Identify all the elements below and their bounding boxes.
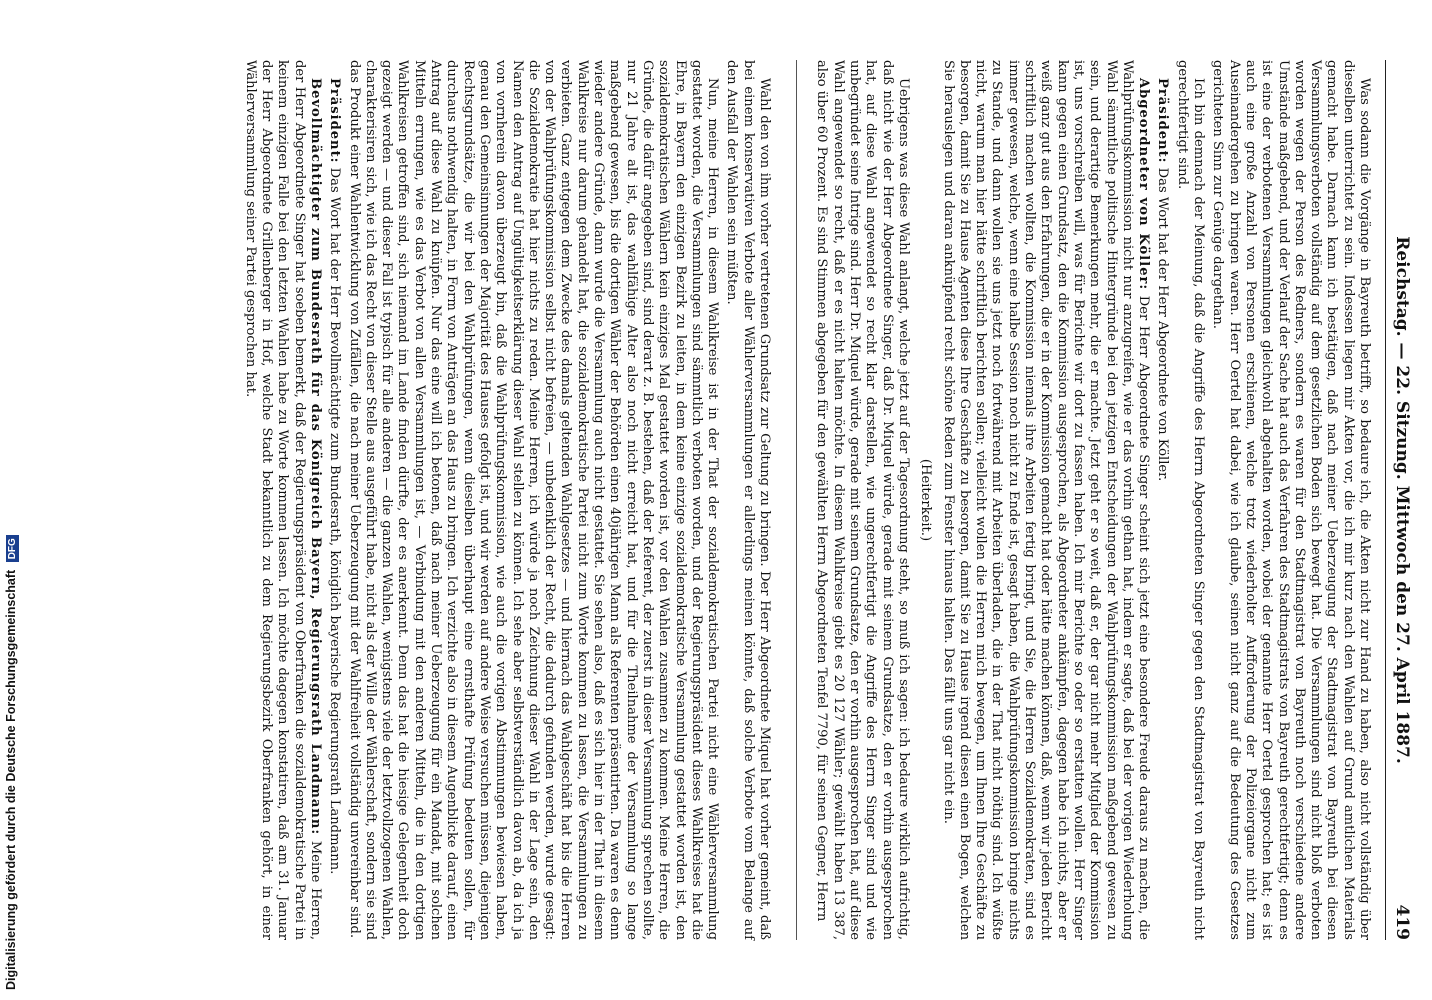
speaker-landmann: Bevollmächtigter zum Bundesrath für das Königreich Bayern, Regierungsrath Landmann: (307, 78, 323, 836)
speaker-president: Präsident: (327, 78, 343, 164)
koeller-speech (939, 60, 1151, 940)
paragraph: Ich bin demnach der Meinung, daß die Angriffe des Herrn Abgeordneten Singer gegen den Stadtmagistrat von Bayreuth nicht gerechtfertigt sind. (1174, 60, 1207, 940)
paragraph: Uebrigens was diese Wahl anlangt, welche jetzt auf der Tagesordnung steht, so muß ich sagen: ich bedaure wirklich aufrichtig, daß nicht wie der Herr Abgeordnete Singer, daß Dr. Miquel würde, gerade mit seinem Grundsatze, den er vorhin ausgesprochen hat, auf diese Wahl angewendet so recht klar darstellen, wie ungerechtfertigt die Angriffe des Herrn Singer sind und wie unbegründet seine Intrige sind. Herr Dr. Miquel würde, gerade mit seinem Grundsatze, den er vorhin ausgesprochen hat, auf diese Wahl angewendet so recht, daß er es nicht halten möchte. In diesem Wahlkreise giebt es 20 127 Wähler; gewählt haben 13 387, also über 60 Prozent. Es sind Stimmen abgegeben für den gewählten Herrn Abgeordneten Tenfel 7790, für seinen Gegner, Herrn (814, 60, 911, 940)
speaker-koeller: Abgeordneter von Köller: (1136, 78, 1152, 291)
credit-text: Digitalisierung gefördert durch die Deutsche Forschungsgemeinschaft (4, 569, 18, 990)
right-column (132, 60, 772, 940)
president-text: Das Wort hat der Herr Abgeordnete von Köller. (1155, 167, 1171, 482)
landmann-speech (242, 60, 323, 940)
koeller-text: Der Herr Abgeordnete Singer scheint sich jetzt eine besondere Freude daraus zu machen, die Wahlprüfungskommission nicht nur anzugreifen, wie er das vorhin gethan hat, indem er sagte, daß bei der vorigen Wiederholung Wahl sämmtliche politische Hintergründe bei den jetzigen Entscheidungen der Wahlprüfungskommission maßgebend gewesen zu sein, und derartige Bemerkungen mehr, die er machte. Jetzt geht er so weit, daß er, der gar nicht mehr Mitglied der Kommission ist, uns vorschreiben will, was für Berichte wir dort zu fassen haben. Ich mir Berichte so oder so erstatten wollen. Herr Singer kann gegen einen Grundsatz, den die Kommission ausgesprochen, als Abgeordneter ankämpfen, dagegen habe ich nichts, aber er weiß ganz gut aus den Erfahrungen, die er in der Kommission gemacht hat oder hätte machen können, daß, wenn wir jeden Bericht schriftlich machen wollten, die Kommission niemals ihre Arbeiten fertig bringt, und Sie, die Herren Sozialdemokraten, sind es immer gewesen, welche, wenn eine halbe Session noch nicht zu Ende ist, gesagt haben, die Wahlprüfungskommission bringe nichts zu Stande, und dann wollen sie uns jetzt noch fortwährend mit Arbeiten überladen, die in der That nicht nöthig sind. Ich wüßte nicht, warum man hier hätte schriftlich berichten sollen; vielleicht wollen die Herren mich bewegen, um Ihnen Ihre Geschäfte zu besorgen, damit Sie zu Hause Agenten diese Ihre Geschäfte zu besorgen, damit Sie zu Hause irgend diesen einen Bogen, welchen Sie herauslegen und daran anknüpfend recht schöne Reden zum Fenster hinaus halten. Das fällt uns gar nicht ein. (940, 60, 1152, 940)
page-body (32, 60, 1412, 960)
left-column (814, 60, 1372, 940)
landmann-text: Meine Herren, der Herr Abgeordnete Singer hat soeben bemerkt, daß der Regierungspräsident von Oberfranken die sozialdemokratische Partei in keinem einzigen Falle bei den letzten Wahlen habe zu Worte kommen lassen. Ich möchte dagegen konstatiren, daß am 31. Januar der Herr Abgeordnete Grillenberger in Hof, welche Stadt bekanntlich zu dem Regierungsbezirk Oberfranken gehört, in einer Wählerversammlung seiner Partei gesprochen hat. (242, 60, 323, 940)
president-remark (1154, 60, 1170, 940)
speaker-president: Präsident: (1155, 78, 1171, 164)
page-number: 419 (1392, 904, 1412, 940)
heiterkeit-note: (Heiterkeit.) (918, 458, 934, 542)
paragraph: Wahl den von ihm vorher vertretenen Grundsatz zur Geltung zu bringen. Der Herr Abgeordnete Miquel hat vorher gemeint, daß bei einem konservativen Verbote aller Wählerversammlungen er allerdings meinen könnte, daß solche Verbote vom Belange auf den Ausfall der Wahlen sein müßten. (724, 60, 772, 940)
running-title: Reichstag. — 22. Sitzung. Mittwoch den 27. April 1887. (1392, 236, 1412, 764)
paragraph: Was sodann die Vorgänge in Bayreuth betrifft, so bedaure ich, die Akten nicht zur Hand zu haben, also nicht vollständig über dieselben unterrichtet zu sein. Indessen liegen mir Akten vor, die ich mir kurz nach den Wahlen auf Grund amtlichen Materials gemacht habe. Darnach kann ich bestätigen, daß nach meiner Ueberzeugung der Stadtmagistrat von Bayreuth bei diesen Versammlungsverboten vollständig auf dem gesetzlichen Boden sich bewegt hat. Die Versammlungen sind nicht bloß verboten worden wegen der Person des Redners, sondern es waren für den Stadtmagistrat von Bayreuth noch verschiedene andere Umstände maßgebend, und der Verlauf der Sache hat auch das Verfahren des Stadtmagistrats von Bayreuth gerechtfertigt; denn es ist eine der verbotenen Versammlungen gleichwohl abgehalten worden, wobei der genannte Herr Oertel gesprochen hat; es ist auch eine große Anzahl von Personen erschienen, welche trotz wiederholter Aufforderung der Polizeiorgane nicht zum Auseinandergehen zu bringen waren. Herr Oertel hat dabei, wie ich glaube, seinen nicht ganz auf die Bedeutung des Gesetzes gerichteten Sinn zur Genüge dargethan. (1210, 60, 1372, 940)
president-text: Das Wort hat der Herr Bevollmächtigte zum Bundesrath, königlich bayerische Regierungsrath Landmann. (327, 167, 343, 875)
president-remark (326, 60, 342, 940)
running-header (1385, 60, 1412, 940)
dfg-logo: DFG (6, 535, 19, 562)
column-divider (796, 60, 797, 940)
paragraph: Nun, meine Herren, in diesem Wahlkreise ist in der That der sozialdemokratischen Partei nicht eine Wählerversammlung gestattet worden, die Versammlungen sind sämmtlich verboten worden, und der Regierungspräsident dieses Wahlkreises hat die Ehre, in Bayern den einzigen Bezirk zu leiten, in dem keine einzige sozialdemokratische Versammlung gestattet worden ist, den sozialdemokratischen Wählern kein einziges Mal gestattet worden ist, vor den Wahlen zusammen zu kommen. Meine Herren, die Gründe, die dafür angegeben sind, sind derart z. B. bestehen, daß der Referent, der zuerst in dieser Versammlung sprechen sollte, nur 21 Jahre alt ist, das wahlfähige Alter also noch nicht erreicht hat, und für die Theilnahme der Versammlung so lange maßgebend gewesen, bis die dortigen Wähler der Behörden einen 40jährigen Mann als Referenten präsentirten. Da waren es denn wieder andere Gründe, dann wurde die Versammlung auch nicht gestattet. Sie sehen also, daß es sich hier in der That in diesem Wahlkreise nur darum gehandelt hat, die sozialdemokratische Partei nicht zum Worte kommen zu lassen, die Versammlungen zu verbieten. Ganz entgegen dem Zwecke des damals geltenden Wahlgesetzes — und hiernach das Wahlgeschäft hat bis die Herren von der Wahlprüfungskommission selbst nicht befreien, — unbedenklich der Recht, die dadurch gefunden werden, wurde gesagt: die Sozialdemokratie hat hier nichts zu reden. Meine Herren, ich würde ja noch Zeichnung dieser Wahl in der Lage sein, den Namen den Antrag auf Ungültigkeitserklärung dieser Wahl stellen zu können. Ich sehe aber selbstverständlich davon ab, da ich ja von vornherein davon überzeugt bin, daß die Wahlprüfungskommission, wie auch die vorigen Abstimmungen bewiesen haben, genau den Gemeinsinnungen der Majorität des Hauses gefolgt ist, und wir werden auf andere Weise versuchen müssen, diejenigen Rechtsgrundsätze, die wir bei den Wahlprüfungen, wenn dieselben überhaupt eine ernsthafte Prüfung bedeuten sollen, für durchaus nothwendig halten, in Form von Anträgen an das Haus zu bringen. Ich verzichte also in diesem Augenblicke darauf, einen Antrag auf diese Wahl zu knüpfen. Nur das eine will ich betonen, daß nach meiner Ueberzeugung für ein Mandat, mit solchen Mitteln errungen, wie es das Verbot von allen Versammlungen ist, — Verbindung mit den anderen Mitteln, die in den dortigen Wahlkreisen getroffen sind, sich niemand im Lande finden dürfte, der es anerkennt. Denn das hat die hiesige Gelegenheit doch gezeigt werden — und dieser Fall ist typisch für alle anderen — die ganzen Wahlen, wenigstens viele der letztvollzogenen Wahlen, charakterisiren sich, wie ich das Recht von dieser Stelle aus ausgeführt habe, nicht als der Wille der Wählerschaft, sondern sie sind das Produkt einer Wahlentwicklung von Zufällen, die nach meiner Ueberzeugung mit der Wahlfreiheit vollständig unvereinbar sind. (346, 60, 721, 940)
